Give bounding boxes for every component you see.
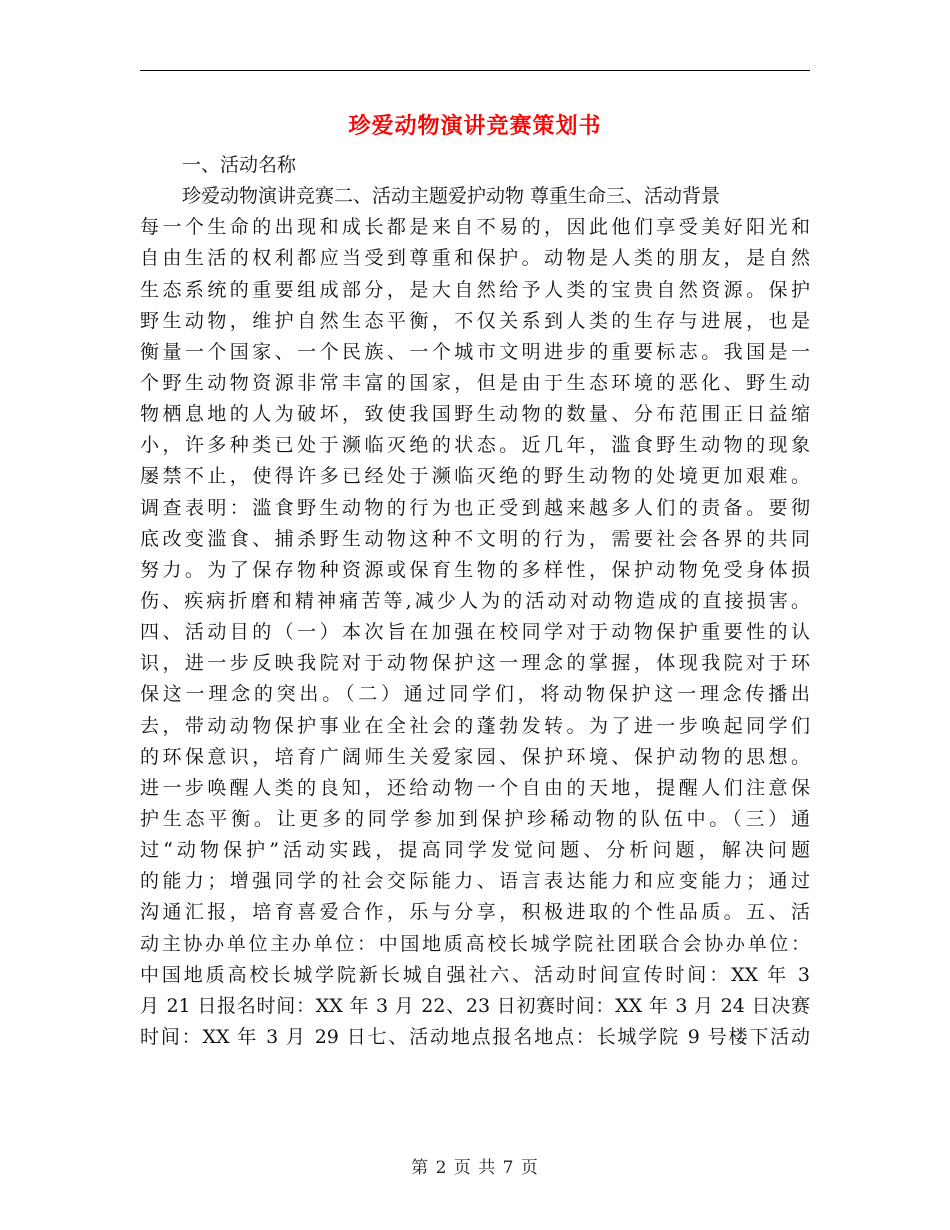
paragraph-line: 屡禁不止，使得许多已经处于濒临灭绝的野生动物的处境更加艰难。 <box>140 465 810 488</box>
paragraph-line: 物栖息地的人为破坏，致使我国野生动物的数量、分布范围正日益缩 <box>140 403 810 426</box>
paragraph-line: 调查表明：滥食野生动物的行为也正受到越来越多人们的责备。要彻 <box>140 496 810 519</box>
paragraph-line: 小，许多种类已处于濒临灭绝的状态。近几年，滥食野生动物的现象 <box>140 434 810 457</box>
paragraph-line: 珍爱动物演讲竞赛二、活动主题爱护动物 尊重生命三、活动背景 <box>182 185 721 208</box>
paragraph-line: 时间：XX 年 3 月 29 日七、活动地点报名地点：长城学院 9 号楼下活动 <box>140 1025 810 1048</box>
paragraph-line: 努力。为了保存物种资源或保育生物的多样性，保护动物免受身体损 <box>140 558 810 581</box>
paragraph-line: 伤、疾病折磨和精神痛苦等,减少人为的活动对动物造成的直接损害。 <box>140 589 810 612</box>
paragraph-line: 底改变滥食、捕杀野生动物这种不文明的行为，需要社会各界的共同 <box>140 527 810 550</box>
paragraph-line: 衡量一个国家、一个民族、一个城市文明进步的重要标志。我国是一 <box>140 340 810 363</box>
paragraph-line: 每一个生命的出现和成长都是来自不易的，因此他们享受美好阳光和 <box>140 216 810 239</box>
paragraph-line: 过“动物保护”活动实践，提高同学发觉问题、分析问题，解决问题 <box>140 839 810 862</box>
paragraph-line: 沟通汇报，培育喜爱合作，乐与分享，积极进取的个性品质。五、活 <box>140 901 810 924</box>
paragraph-line: 生态系统的重要组成部分，是大自然给予人类的宝贵自然资源。保护 <box>140 278 810 301</box>
paragraph-line: 野生动物，维护自然生态平衡，不仅关系到人类的生存与进展，也是 <box>140 309 810 332</box>
paragraph-line: 四、活动目的（一）本次旨在加强在校同学对于动物保护重要性的认 <box>140 621 810 644</box>
paragraph-line: 保这一理念的突出。（二）通过同学们，将动物保护这一理念传播出 <box>140 683 810 706</box>
document-body <box>140 150 810 1053</box>
paragraph-line: 护生态平衡。让更多的同学参加到保护珍稀动物的队伍中。（三）通 <box>140 807 810 830</box>
paragraph-line: 个野生动物资源非常丰富的国家，但是由于生态环境的恶化、野生动 <box>140 371 810 394</box>
paragraph-line: 去，带动动物保护事业在全社会的蓬勃发转。为了进一步唤起同学们 <box>140 714 810 737</box>
header-rule <box>140 70 810 71</box>
paragraph-line: 进一步唤醒人类的良知，还给动物一个自由的天地，提醒人们注意保 <box>140 776 810 799</box>
paragraph-line: 中国地质高校长城学院新长城自强社六、活动时间宣传时间：XX 年 3 <box>140 963 810 986</box>
paragraph-line: 的能力；增强同学的社会交际能力、语言表达能力和应变能力；通过 <box>140 870 810 893</box>
section-heading: 一、活动名称 <box>182 154 297 176</box>
document-title: 珍爱动物演讲竞赛策划书 <box>348 113 602 139</box>
paragraph-line: 月 21 日报名时间：XX 年 3 月 22、23 日初赛时间：XX 年 3 月 24 日决赛 <box>140 994 810 1017</box>
paragraph-line: 动主协办单位主办单位：中国地质高校长城学院社团联合会协办单位： <box>140 932 810 955</box>
page-number: 第 2 页 共 7 页 <box>411 1158 539 1178</box>
paragraph-line: 自由生活的权利都应当受到尊重和保护。动物是人类的朋友，是自然 <box>140 247 810 270</box>
paragraph-line: 的环保意识，培育广阔师生关爱家园、保护环境、保护动物的思想。 <box>140 745 810 768</box>
paragraph-line: 识，进一步反映我院对于动物保护这一理念的掌握，体现我院对于环 <box>140 652 810 675</box>
